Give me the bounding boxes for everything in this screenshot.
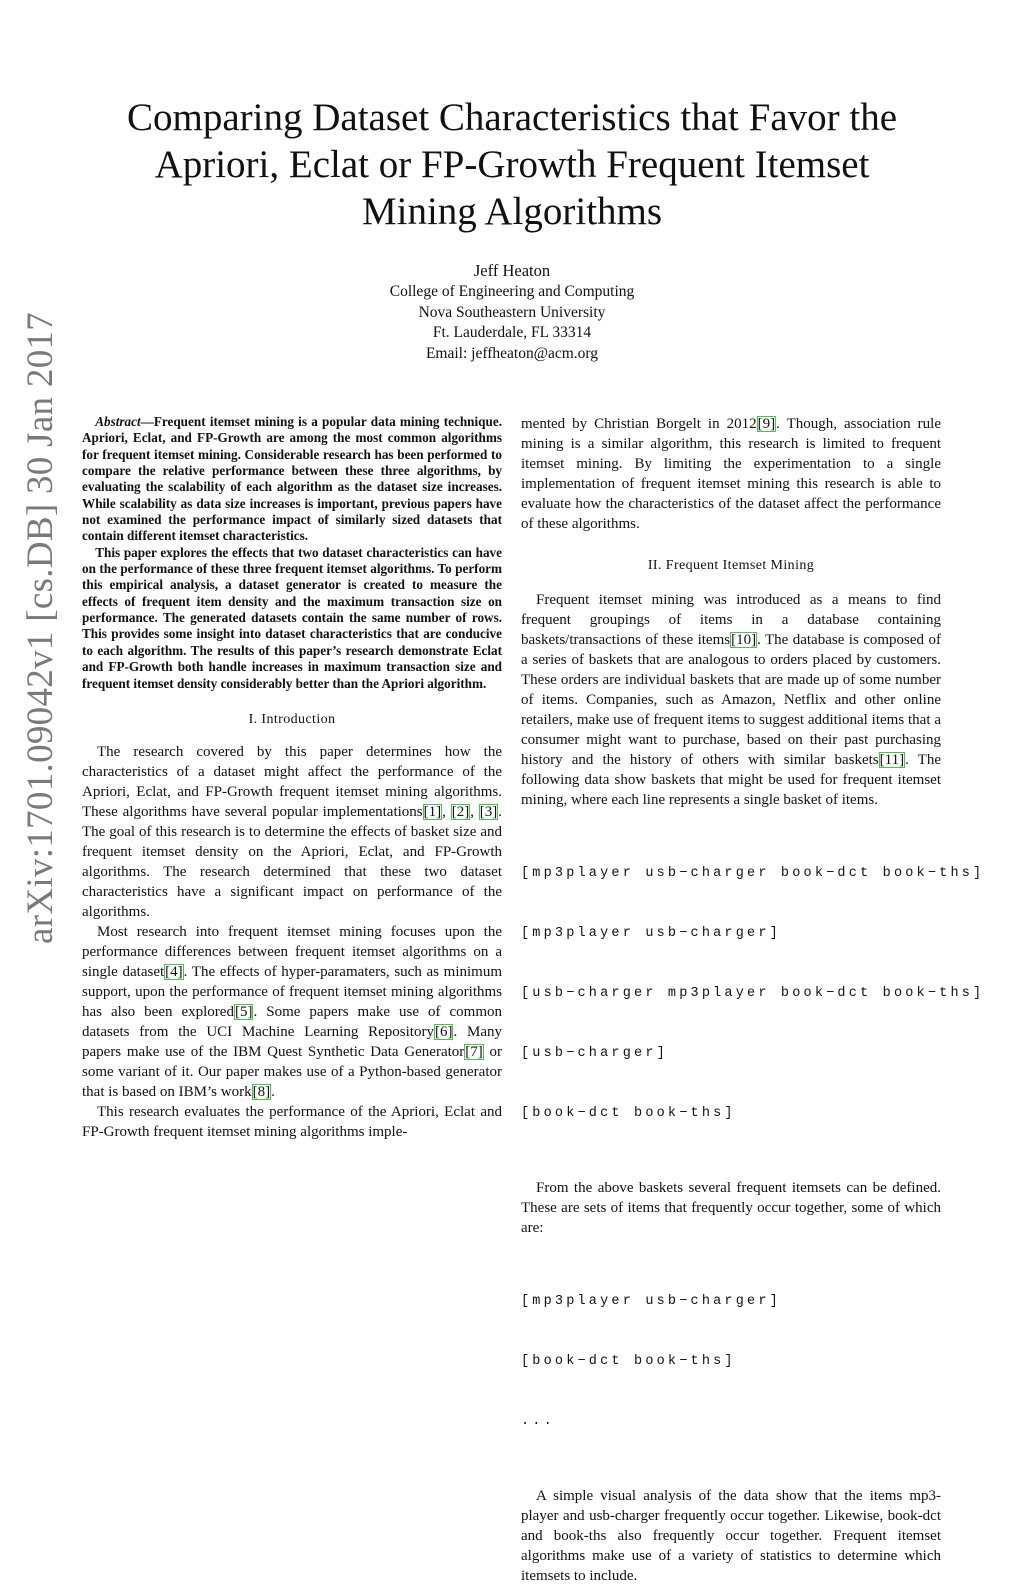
intro-paragraph-2: Most research into frequent itemset mining focuses upon the performance differences between frequent itemset algorithms on a single dataset[4]. The effects of hyper-paramaters, such as minimum support, upon the performance of frequent itemset mining algorithms has also been explored[5]. Some papers make use of common datasets from the UCI Machine Learning Repository[6]. Many papers make use of the IBM Quest Synthetic Data Generator[7] or some variant of it. Our paper makes use of a Python-based generator that is based on IBM’s work[8].: [82, 923, 503, 1100]
abstract-paragraph-2: This paper explores the effects that two dataset characteristics can have on the performance of these three frequent itemset algorithms. To perform this empirical analysis, a dataset generator is created to measure the effects of frequent item density and the maximum transaction size on performance. The generated datasets contain the same number of rows. This provides some insight into dataset characteristics that are conducive to each algorithm. The results of this paper’s research demonstrate Eclat and FP-Growth both handle increases in maximum transaction size and frequent itemset density considerably better than the Apriori algorithm.: [82, 544, 502, 691]
itemset-line: [mp3player usb−charger]: [521, 1294, 781, 1309]
citation-link[interactable]: [2]: [451, 803, 470, 820]
fim-paragraph-1: Frequent itemset mining was introduced as a means to find frequent groupings of items in a database containing baskets/transactions of these items[10]. The database is composed of a series of baskets that are analogous to orders placed by customers. These orders are individual baskets that are made up of some number of items. Companies, such as Amazon, Netflix and other online retailers, make use of frequent items to suggest additional items that a consumer might want to purchase, based on their past purchasing history and the history of others with similar baskets[11]. The following data show baskets that might be used for frequent itemset mining, where each line represents a single basket of items.: [521, 592, 941, 808]
section-heading-frequent-itemset-mining: II. Frequent Itemset Mining: [647, 558, 815, 573]
title-line-1: Comparing Dataset Characteristics that Favor the: [126, 96, 898, 139]
citation-link[interactable]: [7]: [465, 1043, 483, 1060]
intro-paragraph-3: This research evaluates the performance of the Apriori, Eclat and FP-Growth frequent itemset mining algorithms imple-: [82, 1103, 502, 1140]
citation-link[interactable]: [10]: [731, 632, 757, 648]
paper-title: [90, 94, 934, 235]
author-block: [300, 260, 724, 364]
citation-link[interactable]: [8]: [252, 1083, 271, 1100]
intro-paragraph-continued: mented by Christian Borgelt in 2012[9]. Though, association rule mining is a similar algorithm, this research is limited to frequent itemset mining. By limiting the experimentation to a single implementation of frequent itemset mining this research is able to evaluate how the characteristics of the dataset affect the performance of these algorithms.: [521, 416, 941, 532]
title-line-2: Apriori, Eclat or FP-Growth Frequent Itemset: [154, 143, 870, 186]
basket-line: [book−dct book−ths]: [521, 1106, 736, 1121]
citation-link[interactable]: [9]: [757, 416, 776, 432]
citation-link[interactable]: [3]: [479, 803, 498, 820]
title-line-3: Mining Algorithms: [361, 190, 663, 233]
left-column: [82, 414, 502, 1142]
citation-link[interactable]: [1]: [423, 803, 442, 820]
author-affiliation-university: Nova Southeastern University: [418, 303, 606, 321]
fim-paragraph-2: From the above baskets several frequent itemsets can be defined. These are sets of items that frequently occur together, some of which are:: [521, 1180, 941, 1236]
right-column: [521, 414, 985, 1586]
basket-listing: [521, 824, 985, 1164]
section-heading-introduction: I. Introduction: [248, 711, 336, 727]
itemset-line: ...: [521, 1414, 555, 1429]
itemset-line: [book−dct book−ths]: [521, 1354, 736, 1369]
intro-paragraph-1: The research covered by this paper determines how the characteristics of a dataset might affect the performance of the Apriori, Eclat, and FP-Growth frequent itemset mining algorithms. These algorithms have several popular implementations[1], [2], [3]. The goal of this research is to determine the effects of basket size and frequent itemset density on the Apriori, Eclat, and FP-Growth algorithms. The research determined that these two dataset characteristics have a significant impact on performance of the algorithms.: [82, 743, 502, 920]
citation-link[interactable]: [5]: [234, 1003, 253, 1020]
fim-paragraph-3: A simple visual analysis of the data show that the items mp3-player and usb-charger frequently occur together. Likewise, book-dct and book-ths also frequently occur together. Frequent itemset algorithms make use of a variety of statistics to determine which itemsets to include.: [521, 1488, 941, 1584]
arxiv-identifier: arXiv:1701.09042v1 [cs.DB] 30 Jan 2017: [20, 311, 61, 944]
author-email[interactable]: Email: jeffheaton@acm.org: [425, 344, 599, 362]
citation-link[interactable]: [11]: [879, 752, 905, 768]
basket-line: [usb−charger]: [521, 1046, 668, 1061]
abstract: [82, 414, 502, 692]
abstract-paragraph-1: Abstract—Frequent itemset mining is a popular data mining technique. Apriori, Eclat, and FP-Growth are among the most common algorithms for frequent itemset mining. Considerable research has been performed to compare the relative performance between these three algorithms, by evaluating the scalability of each algorithm as the dataset size increases. While scalability as data size increases is important, previous papers have not examined the performance impact of similarly sized datasets that contain different itemset characteristics.: [82, 414, 502, 544]
basket-line: [mp3player usb−charger book−dct book−ths]: [521, 866, 985, 881]
author-address: Ft. Lauderdale, FL 33314: [432, 324, 592, 341]
abstract-label: Abstract: [95, 414, 141, 429]
basket-line: [mp3player usb−charger]: [521, 926, 781, 941]
author-affiliation-college: College of Engineering and Computing: [389, 283, 635, 300]
itemset-listing: [521, 1252, 941, 1472]
citation-link[interactable]: [6]: [434, 1023, 453, 1040]
author-name: Jeff Heaton: [473, 261, 551, 280]
basket-line: [usb−charger mp3player book−dct book−ths]: [521, 986, 985, 1001]
citation-link[interactable]: [4]: [165, 963, 183, 980]
